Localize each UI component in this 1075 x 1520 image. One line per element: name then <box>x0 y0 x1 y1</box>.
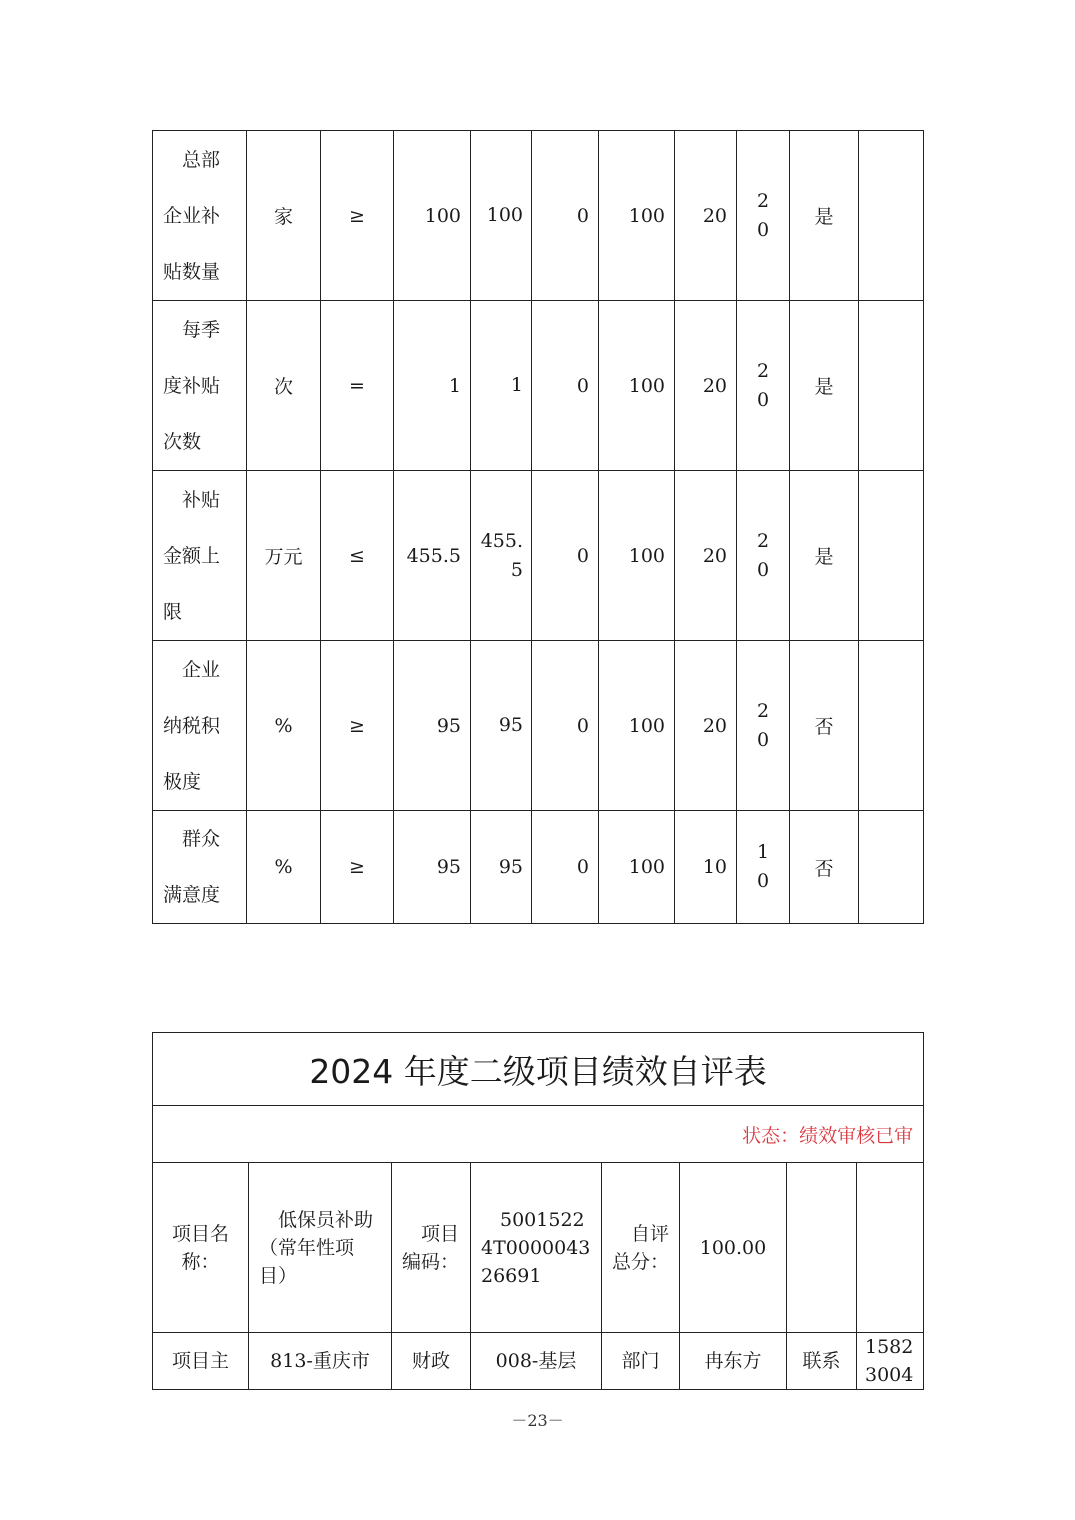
weight-score: 20 <box>675 641 737 811</box>
unit: % <box>247 811 321 924</box>
comparator: ≤ <box>321 471 394 641</box>
actual-value: 455.5 <box>471 471 532 641</box>
comparator: ≥ <box>321 641 394 811</box>
note-cell <box>859 471 924 641</box>
project-name-label: 项目名称： <box>153 1163 249 1333</box>
project-owner-value: 813-重庆市 <box>249 1333 392 1390</box>
indicator-name: 每季度补贴次数 <box>153 301 247 471</box>
target-value: 455.5 <box>394 471 471 641</box>
completion-rate: 100 <box>599 131 675 301</box>
performance-eval-table <box>152 1032 924 1390</box>
comparator: = <box>321 301 394 471</box>
weight-score: 10 <box>675 811 737 924</box>
completion-rate: 100 <box>599 641 675 811</box>
target-value: 95 <box>394 641 471 811</box>
target-value: 95 <box>394 811 471 924</box>
note-cell <box>859 301 924 471</box>
completion-rate: 100 <box>599 301 675 471</box>
project-code-value: 50015224T000004326691 <box>471 1163 602 1333</box>
project-name-value: 低保员补助（常年性项目） <box>249 1163 392 1333</box>
completion-rate: 100 <box>599 471 675 641</box>
completion-rate: 100 <box>599 811 675 924</box>
indicator-name: 企业纳税积极度 <box>153 641 247 811</box>
unit: 次 <box>247 301 321 471</box>
contact-label: 联系 <box>787 1333 857 1390</box>
flag-value: 否 <box>790 641 859 811</box>
unit: % <box>247 641 321 811</box>
flag-value: 否 <box>790 811 859 924</box>
empty-cell <box>857 1163 924 1333</box>
flag-value: 是 <box>790 131 859 301</box>
status-text: 状态：绩效审核已审 <box>153 1106 924 1163</box>
project-code-label: 项目编码： <box>392 1163 471 1333</box>
table-row <box>153 301 924 471</box>
target-value: 1 <box>394 301 471 471</box>
table-row <box>153 471 924 641</box>
weight-score: 20 <box>675 471 737 641</box>
actual-value: 95 <box>471 641 532 811</box>
deviation-value: 0 <box>532 471 599 641</box>
table-row <box>153 641 924 811</box>
note-cell <box>859 811 924 924</box>
actual-value: 95 <box>471 811 532 924</box>
table-title: 2024 年度二级项目绩效自评表 <box>153 1033 924 1106</box>
actual-value: 100 <box>471 131 532 301</box>
actual-value: 1 <box>471 301 532 471</box>
self-score-label: 自评总分： <box>602 1163 680 1333</box>
weight-score: 20 <box>675 131 737 301</box>
note-cell <box>859 641 924 811</box>
table-row <box>153 811 924 924</box>
finance-label: 财政 <box>392 1333 471 1390</box>
indicator-name: 群众满意度 <box>153 811 247 924</box>
finance-value: 008-基层 <box>471 1333 602 1390</box>
deviation-value: 0 <box>532 301 599 471</box>
deviation-value: 0 <box>532 131 599 301</box>
unit: 家 <box>247 131 321 301</box>
department-label: 部门 <box>602 1333 680 1390</box>
note-cell <box>859 131 924 301</box>
earned-score: 20 <box>737 301 790 471</box>
comparator: ≥ <box>321 811 394 924</box>
earned-score: 20 <box>737 471 790 641</box>
earned-score: 10 <box>737 811 790 924</box>
table-row <box>153 131 924 301</box>
empty-cell <box>787 1163 857 1333</box>
unit: 万元 <box>247 471 321 641</box>
page-number: －23－ <box>511 1411 564 1430</box>
department-contact-value: 冉东方 <box>680 1333 787 1390</box>
indicator-table <box>152 130 924 924</box>
earned-score: 20 <box>737 641 790 811</box>
weight-score: 20 <box>675 301 737 471</box>
target-value: 100 <box>394 131 471 301</box>
self-score-value: 100.00 <box>680 1163 787 1333</box>
comparator: ≥ <box>321 131 394 301</box>
indicator-name: 总部企业补贴数量 <box>153 131 247 301</box>
flag-value: 是 <box>790 301 859 471</box>
contact-phone-value: 15823004 <box>857 1333 924 1390</box>
earned-score: 20 <box>737 131 790 301</box>
deviation-value: 0 <box>532 641 599 811</box>
deviation-value: 0 <box>532 811 599 924</box>
flag-value: 是 <box>790 471 859 641</box>
indicator-name: 补贴金额上限 <box>153 471 247 641</box>
project-owner-label: 项目主 <box>153 1333 249 1390</box>
